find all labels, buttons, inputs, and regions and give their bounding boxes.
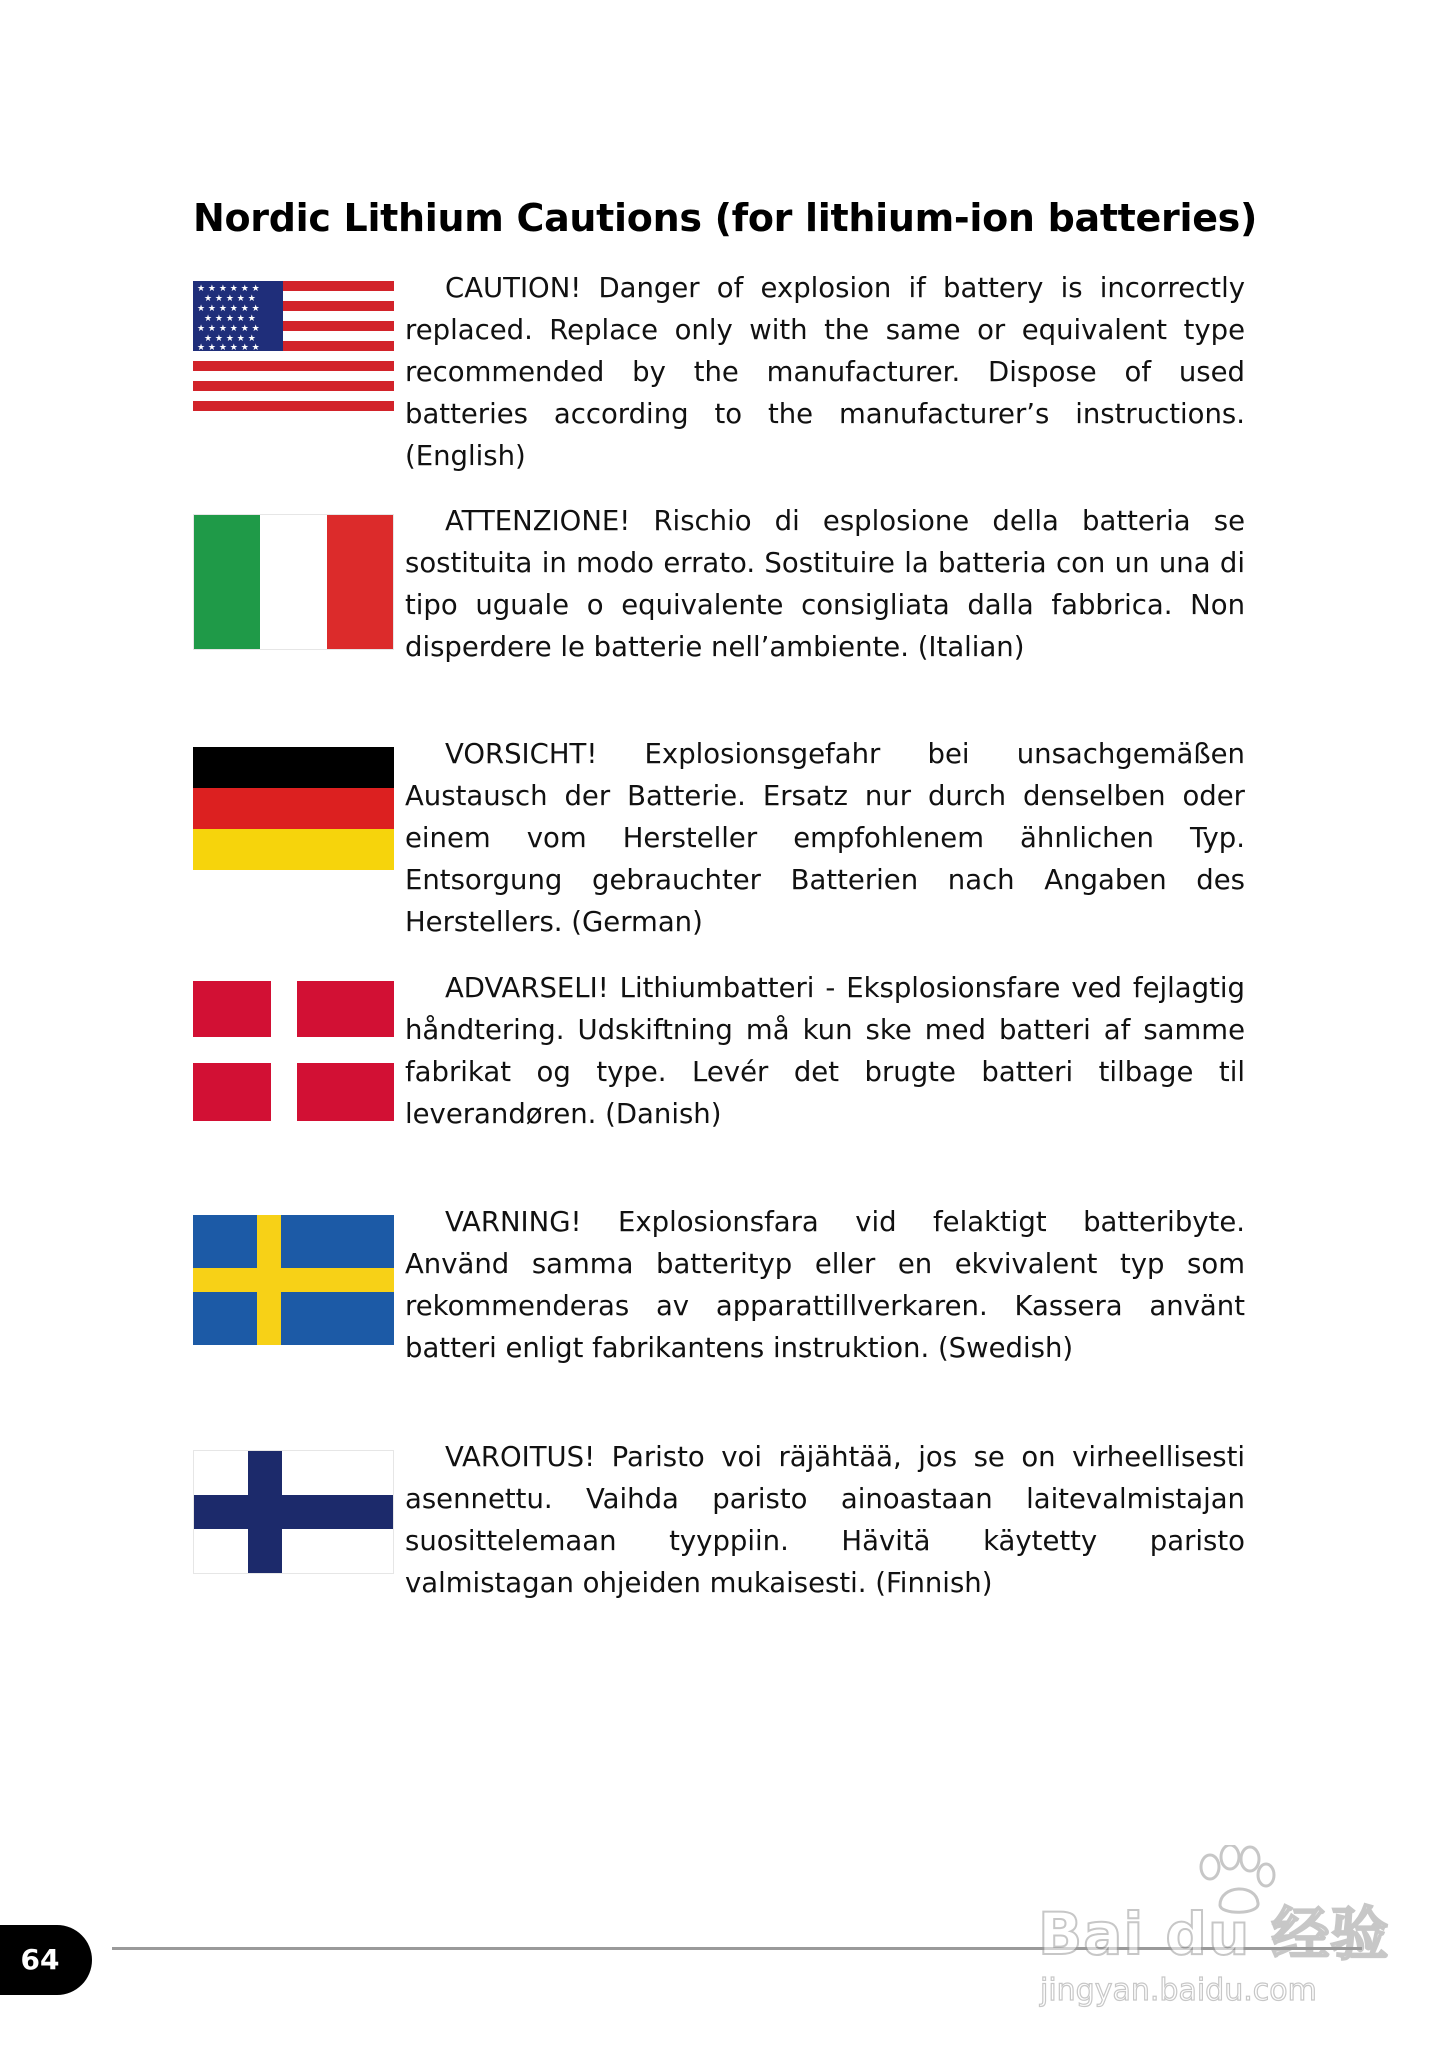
svg-text:★ ★ ★ ★ ★ ★: ★ ★ ★ ★ ★ ★	[197, 284, 260, 294]
caution-english	[193, 272, 1253, 472]
svg-text:★ ★ ★ ★ ★ ★: ★ ★ ★ ★ ★ ★	[197, 304, 260, 314]
watermark-url: jingyan.baidu.com	[1040, 1973, 1317, 2008]
page-number: 64	[0, 1925, 92, 1995]
sweden-flag-icon	[193, 1215, 394, 1345]
page-title: Nordic Lithium Cautions (for lithium-ion batteries)	[193, 196, 1258, 240]
caution-finnish	[193, 1441, 1253, 1625]
italy-flag-icon	[193, 514, 394, 650]
watermark-brand: Bai du 经验	[1038, 1900, 1390, 1968]
caution-text-finnish: VAROITUS! Paristo voi räjähtää, jos se on virheellisesti asennettu. Vaihda paristo ainoastaan laitevalmistajan suosittelemaan tyyppiin. Hävitä käytetty paristo valmistagan ohjeiden mukaisesti. (Finnish)	[405, 1441, 1245, 1599]
caution-danish	[193, 972, 1253, 1156]
svg-text:★ ★ ★ ★ ★ ★: ★ ★ ★ ★ ★ ★	[197, 324, 260, 334]
baidu-watermark	[1030, 1845, 1390, 2025]
svg-text:★ ★ ★ ★ ★ ★: ★ ★ ★ ★ ★ ★	[197, 343, 260, 353]
caution-text-english: CAUTION! Danger of explosion if battery is incorrectly replaced. Replace only with the same or equivalent type recommended by the manufacturer. Dispose of used batteries according to the manufacturer’s instructions. (English)	[405, 272, 1245, 472]
svg-text:★ ★ ★ ★ ★: ★ ★ ★ ★ ★	[204, 294, 256, 304]
caution-text-german: VORSICHT! Explosionsgefahr bei unsachgemäßen Austausch der Batterie. Ersatz nur durch denselben oder einem vom Hersteller empfohlenem ähnlichen Typ. Entsorgung gebrauchter Batterien nach Angaben des Herstellers. (German)	[405, 738, 1245, 938]
caution-swedish	[193, 1206, 1253, 1390]
us-flag-icon	[193, 281, 394, 411]
caution-text-swedish: VARNING! Explosionsfara vid felaktigt batteribyte. Använd samma batterityp eller en ekvivalent typ som rekommenderas av apparattillverkaren. Kassera använt batteri enligt fabrikantens instruktion. (Swedish)	[405, 1206, 1245, 1364]
denmark-flag-icon	[193, 981, 394, 1121]
caution-text-italian: ATTENZIONE! Rischio di esplosione della batteria se sostituita in modo errato. Sostituire la batteria con un una di tipo uguale o equivalente consigliata dalla fabbrica. Non disperdere le batterie nell’ambiente. (Italian)	[405, 505, 1245, 663]
caution-italian	[193, 505, 1253, 689]
germany-flag-icon	[193, 747, 394, 870]
svg-text:★ ★ ★ ★ ★: ★ ★ ★ ★ ★	[204, 314, 256, 324]
caution-german	[193, 738, 1253, 938]
svg-text:★ ★ ★ ★ ★: ★ ★ ★ ★ ★	[204, 334, 256, 344]
finland-flag-icon	[193, 1450, 394, 1574]
caution-text-danish: ADVARSELI! Lithiumbatteri - Eksplosionsfare ved fejlagtig håndtering. Udskiftning må kun ske med batteri af samme fabrikat og type. Levér det brugte batteri tilbage til leverandøren. (Danish)	[405, 972, 1245, 1130]
